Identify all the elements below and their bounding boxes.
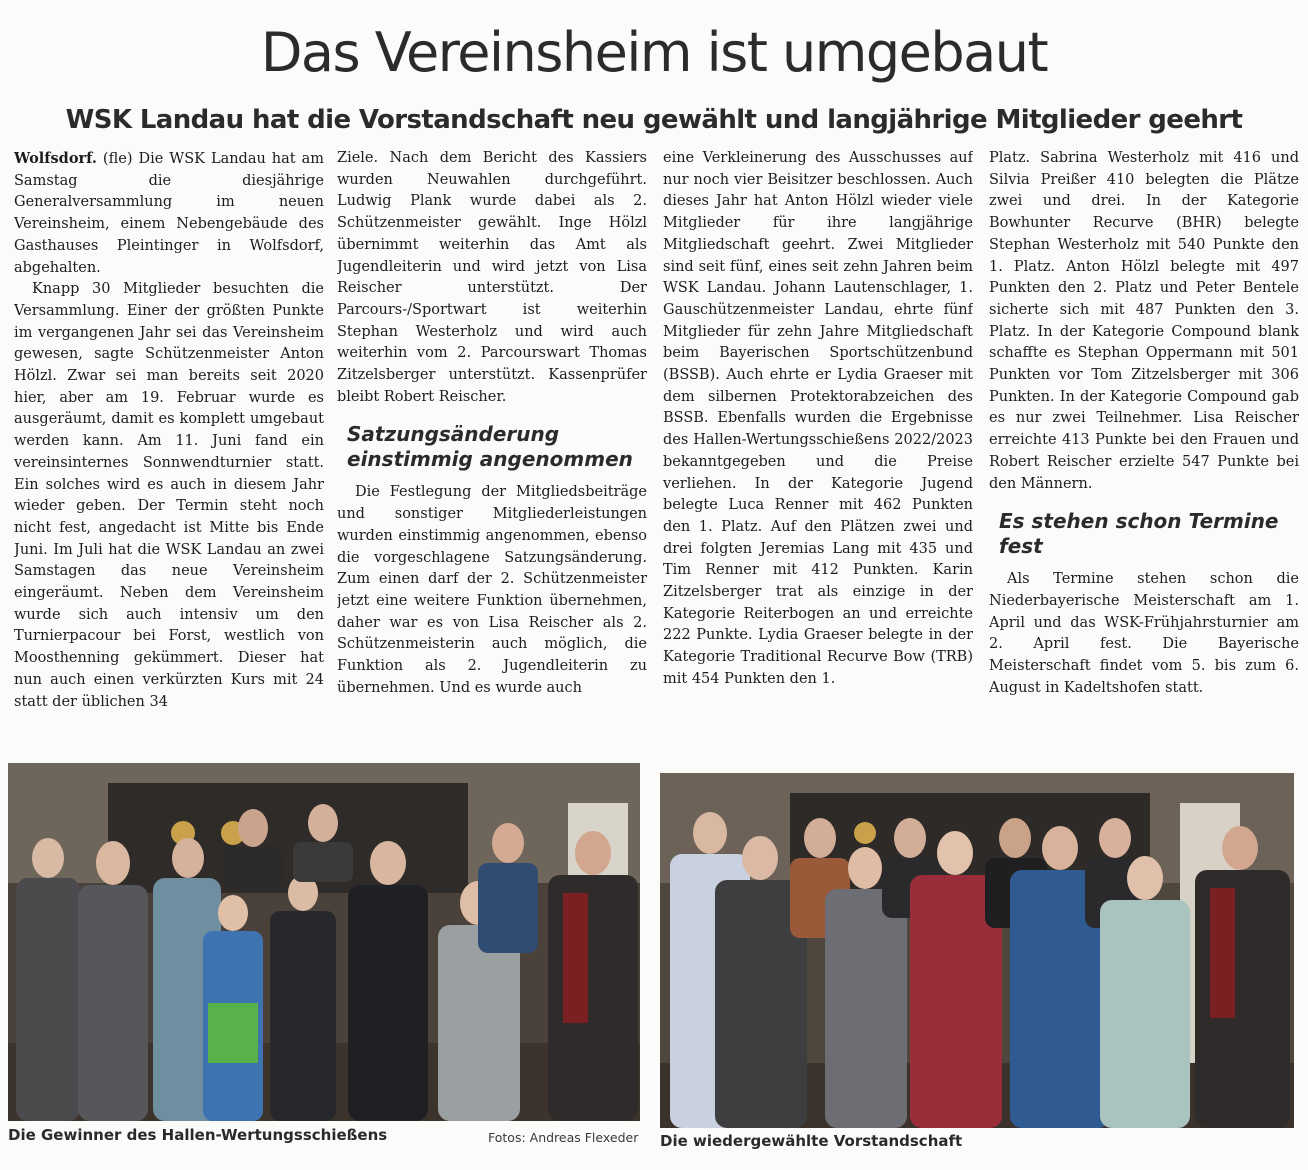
photo-board-image — [660, 773, 1294, 1128]
article-column-4 — [989, 148, 1299, 748]
subheading-termine: Es stehen schon Termine fest — [999, 509, 1279, 559]
subheadline: WSK Landau hat die Vorstandschaft neu gewählt und langjährige Mitglieder geehrt — [65, 105, 1243, 135]
caption-right: Die wiedergewählte Vorstandschaft — [660, 1132, 963, 1150]
photo-winners — [8, 763, 640, 1121]
paragraph-intro — [14, 148, 324, 279]
article-column-1 — [14, 148, 324, 748]
subheading-satzung: Satzungsänderung einstimmig angenommen — [347, 422, 633, 472]
photo-credit: Fotos: Andreas Flexeder — [488, 1130, 639, 1145]
photo-winners-image — [8, 763, 640, 1121]
paragraph-intro-text: (fle) Die WSK Landau hat am Samstag die diesjährige Generalversammlung im neuen Vereinsheim, einem Nebengebäude des Gasthauses Pleintinger in Wolfsdorf, abgehalten. — [14, 151, 324, 276]
article-column-2 — [337, 148, 647, 748]
paragraph-members: Knapp 30 Mitglieder besuchten die Versammlung. Einer der größten Punkte im vergangenen Jahr sei das Vereinsheim gewesen, sagte Schützenmeister Anton Hölzl. Zwar sei man bereits seit 2020 hier, aber am 19. Februar wurde es ausgeräumt, damit es komplett umgebaut werden kann. Am 11. Juni fand ein vereinsinternes Sonnwendturnier statt. Ein solches wird es auch in diesem Jahr wieder geben. Der Termin steht noch nicht fest, angedacht ist Mitte bis Ende Juni. Im Juli hat die WSK Landau an zwei Samstagen das neue Vereinsheim eingeräumt. Neben dem Vereinsheim wurde sich auch intensiv um den Turnierpacour bei Forst, westlich von Moosthenning gekümmert. Dieser hat nun auch einen verkürzten Kurs mit 24 statt der üblichen 34 — [14, 281, 324, 710]
photo-board — [660, 773, 1294, 1128]
dateline: Wolfsdorf. — [14, 150, 97, 167]
headline: Das Vereinsheim ist umgebaut — [260, 21, 1048, 84]
paragraph-results: Platz. Sabrina Westerholz mit 416 und Silvia Preißer 410 belegten die Plätze zwei und drei. In der Kategorie Bowhunter Recurve (BHR) belegte Stephan Westerholz mit 540 Punkte den 1. Platz. Anton Hölzl belegte mit 497 Punkten den 2. Platz und Peter Bentele sicherte sich mit 487 Punkten den 3. Platz. In der Kategorie Compound blank schaffte es Stephan Oppermann mit 501 Punkten vor Tom Zitzelsberger mit 306 Punkten. In der Kategorie Compound gab es nur zwei Teilnehmer. Lisa Reischer erreichte 413 Punkte bei den Frauen und Robert Reischer erzielte 547 Punkte bei den Männern. — [989, 150, 1299, 492]
article-column-3 — [663, 148, 973, 748]
paragraph-satzung: Die Festlegung der Mitgliedsbeiträge und sonstiger Mitgliederleistungen wurden einstimmig angenommen, ebenso die vorgeschlagene Satzungsänderung. Zum einen darf der 2. Schützenmeister jetzt eine weitere Funktion übernehmen, daher war es von Lisa Reischer als 2. Schützenmeisterin auch möglich, die Funktion als 2. Jugendleiterin zu übernehmen. Und es wurde auch — [337, 484, 647, 696]
paragraph-honors: eine Verkleinerung des Ausschusses auf nur noch vier Beisitzer beschlossen. Auch dieses Jahr hat Anton Hölzl wieder viele Mitglieder für ihre langjährige Mitgliedschaft geehrt. Zwei Mitglieder sind seit fünf, eines seit zehn Jahren beim WSK Landau. Johann Lautenschlager, 1. Gauschützenmeister Landau, ehrte fünf Mitglieder für zehn Jahre Mitgliedschaft beim Bayerischen Sportschützenbund (BSSB). Auch ehrte er Lydia Graeser mit dem silbernen Protektorabzeichen des BSSB. Ebenfalls wurden die Ergebnisse des Hallen-Wertungsschießens 2022/2023 bekanntgegeben und die Preise verliehen. In der Kategorie Jugend belegte Luca Renner mit 462 Punkten den 1. Platz. Auf den Plätzen zwei und drei folgten Jeremias Lang mit 435 und Tim Renner mit 412 Punkten. Karin Zitzelsberger trat als einzige in der Kategorie Reiterbogen an und erreichte 222 Punkte. Lydia Graeser belegte in der Kategorie Traditional Recurve Bow (TRB) mit 454 Punkten den 1. — [663, 150, 973, 687]
paragraph-elections: Ziele. Nach dem Bericht des Kassiers wurden Neuwahlen durchgeführt. Ludwig Plank wurde dabei als 2. Schützenmeister gewählt. Inge Hölzl übernimmt weiterhin das Amt als Jugendleiterin und wird jetzt von Lisa Reischer unterstützt. Der Parcours-/Sportwart ist weiterhin Stephan Westerholz und wird auch weiterhin vom 2. Parcourswart Thomas Zitzelsberger unterstützt. Kassenprüfer bleibt Robert Reischer. — [337, 150, 647, 405]
paragraph-termine: Als Termine stehen schon die Niederbayerische Meisterschaft am 1. April und das WSK-Frühjahrsturnier am 2. April fest. Die Bayerische Meisterschaft findet vom 5. bis zum 6. August in Kadeltshofen statt. — [989, 571, 1299, 696]
caption-left: Die Gewinner des Hallen-Wertungsschießens — [8, 1126, 388, 1144]
